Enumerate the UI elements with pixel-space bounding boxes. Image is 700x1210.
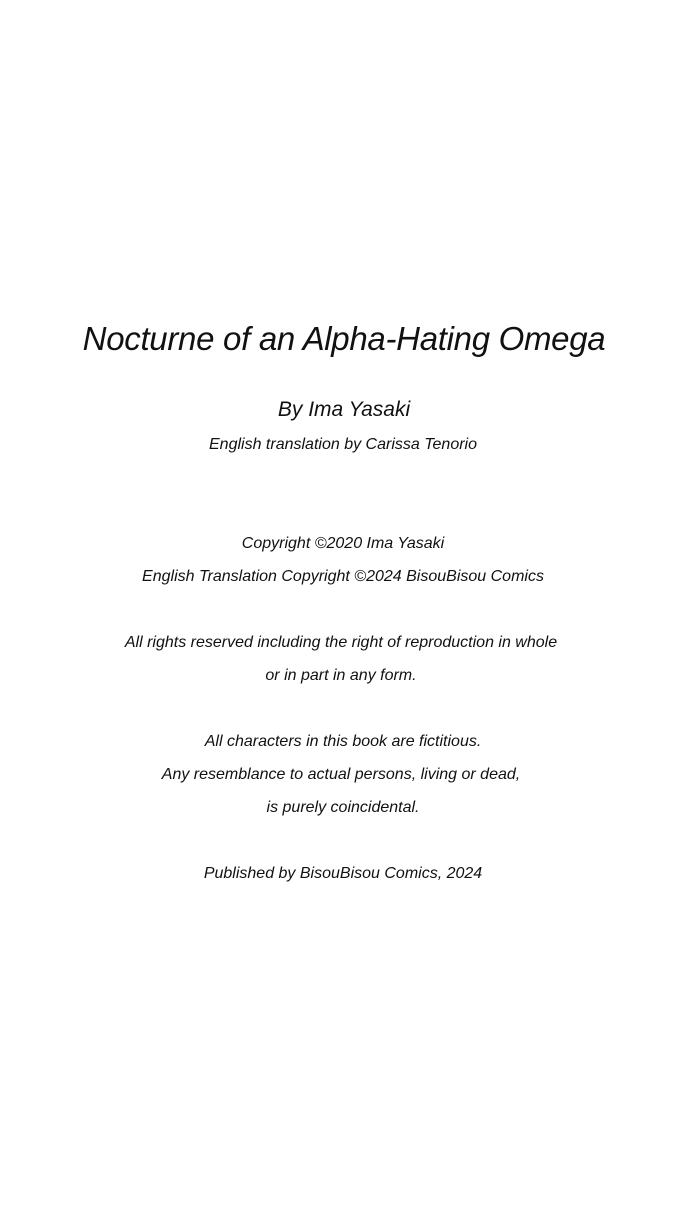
rights-line-2: or in part in any form. [265, 667, 417, 684]
translator-credit: English translation by Carissa Tenorio [209, 436, 477, 453]
disclaimer-line-3: is purely coincidental. [266, 799, 420, 816]
original-copyright: Copyright ©2020 Ima Yasaki [241, 535, 445, 552]
publisher-line: Published by BisouBisou Comics, 2024 [203, 865, 483, 882]
author-credit: By Ima Yasaki [277, 398, 411, 421]
rights-line-1: All rights reserved including the right of reproduction in whole [124, 634, 558, 651]
book-title: Nocturne of an Alpha-Hating Omega [82, 320, 606, 357]
disclaimer-line-2: Any resemblance to actual persons, living or dead, [161, 766, 521, 783]
translation-copyright: English Translation Copyright ©2024 BisouBisou Comics [142, 568, 544, 585]
disclaimer-line-1: All characters in this book are fictitious. [204, 733, 482, 750]
